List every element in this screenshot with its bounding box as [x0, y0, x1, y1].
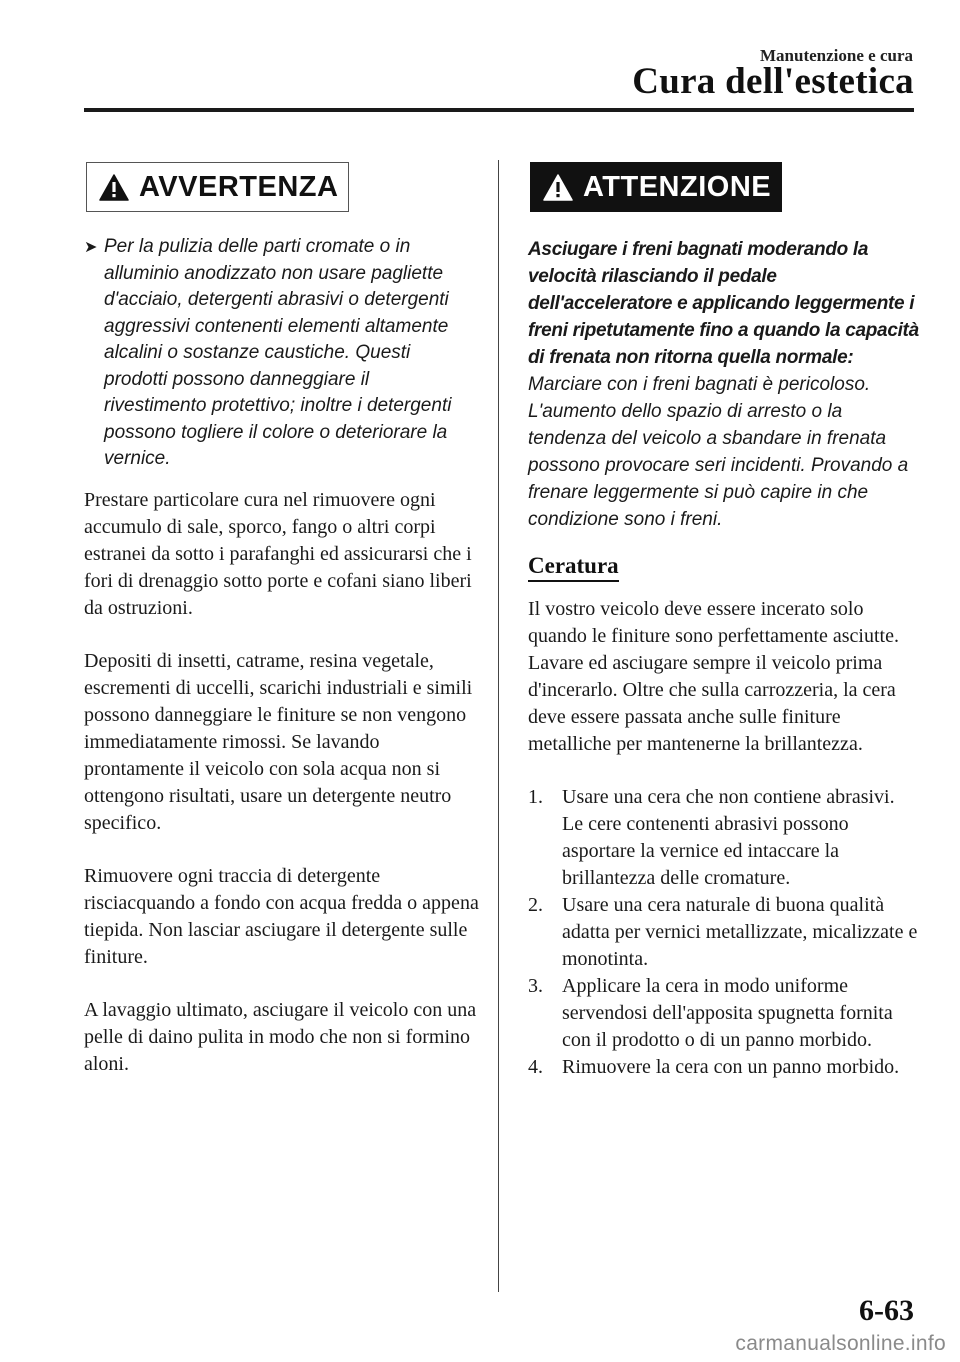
header-section-name: Manutenzione e cura [760, 46, 913, 65]
step-number: 3. [528, 975, 543, 997]
page-number: 6-63 [859, 1294, 914, 1327]
list-item [528, 784, 920, 892]
header-rule [84, 108, 914, 112]
step-text: Rimuovere la cera con un panno morbido. [562, 1056, 900, 1078]
page-title: Cura dell'estetica [632, 61, 914, 102]
warning-label: AVVERTENZA [139, 170, 339, 203]
step-text: Usare una cera naturale di buona qualità adatta per vernici metallizzate, micalizzate e monotinta. [562, 894, 918, 970]
paragraph-underbody: Prestare particolare cura nel rimuovere ogni accumulo di sale, sporco, fango o altri corpi estranei da sotto i parafanghi ed assicurarsi che i fori di drenaggio sotto porte e cofani siano liberi da ostruzioni. [84, 488, 472, 619]
warning-text: Per la pulizia delle parti cromate o in alluminio anodizzato non usare pagliette d'acciaio, detergenti abrasivi o detergenti aggressivi contenenti elementi altamente alcalini o sostanze caustiche. Questi prodotti possono danneggiare il rivestimento protettivo; inoltre i detergenti possono togliere il colore o deteriorare la vernice. [104, 236, 452, 469]
waxing-steps-list [528, 784, 920, 1081]
caution-body [528, 236, 920, 533]
warning-item [84, 234, 484, 473]
waxing-intro-1: Il vostro veicolo deve essere incerato solo quando le finiture sono perfettamente asciutte. [528, 598, 899, 647]
caution-label: ATTENZIONE [583, 170, 772, 203]
list-item [528, 1054, 920, 1081]
step-text: Applicare la cera in modo uniforme servendosi dell'apposita spugnetta fornita con il prodotto o di un panno morbido. [562, 975, 893, 1051]
paragraph-deposits: Depositi di insetti, catrame, resina vegetale, escrementi di uccelli, scarichi industriali e simili possono danneggiare le finiture se non vengono immediatamente rimossi. Se lavando prontamente il veicolo con sola acqua non si ottengono risultati, usare un detergente neutro specifico. [84, 649, 473, 834]
caution-explanation: Marciare con i freni bagnati è pericoloso. L'aumento dello spazio di arresto o la tendenza del veicolo a sbandare in frenata possono provocare seri incidenti. Provando a frenare leggermente si può capire in che condizione sono i freni. [528, 374, 909, 530]
watermark: carmanualsonline.info [735, 1332, 946, 1355]
paragraph-dry: A lavaggio ultimato, asciugare il veicolo con una pelle di daino pulita in modo che non si formino aloni. [84, 998, 477, 1075]
left-column [84, 162, 484, 1078]
step-number: 2. [528, 894, 543, 916]
step-number: 4. [528, 1056, 543, 1078]
list-item [528, 973, 920, 1054]
step-number: 1. [528, 786, 543, 808]
arrow-bullet-icon: ➤ [84, 239, 98, 256]
list-item [528, 892, 920, 973]
warning-box [86, 162, 349, 212]
caution-triangle-icon [543, 174, 573, 201]
step-note: Le cere contenenti abrasivi possono asportare la vernice ed intaccare la brillantezza delle cromature. [562, 813, 849, 889]
caution-box [530, 162, 782, 212]
section-heading-ceratura: Ceratura [528, 553, 619, 582]
caution-instruction: Asciugare i freni bagnati moderando la velocità rilasciando il pedale dell'acceleratore e applicando leggermente i freni ripetutamente fino a quando la capacità di frenata non ritorna quella normale: [528, 239, 919, 368]
waxing-intro-2: Lavare ed asciugare sempre il veicolo prima d'incerarlo. Oltre che sulla carrozzeria, la cera deve essere passata anche sulle finiture metalliche per mantenerne la brillantezza. [528, 652, 896, 755]
right-column [528, 162, 920, 1081]
warning-triangle-icon [99, 174, 129, 201]
step-text: Usare una cera che non contiene abrasivi. [562, 786, 895, 808]
column-divider [498, 160, 499, 1292]
paragraph-rinse: Rimuovere ogni traccia di detergente risciacquando a fondo con acqua fredda o appena tiepida. Non lasciar asciugare il detergente sulle finiture. [84, 864, 479, 968]
